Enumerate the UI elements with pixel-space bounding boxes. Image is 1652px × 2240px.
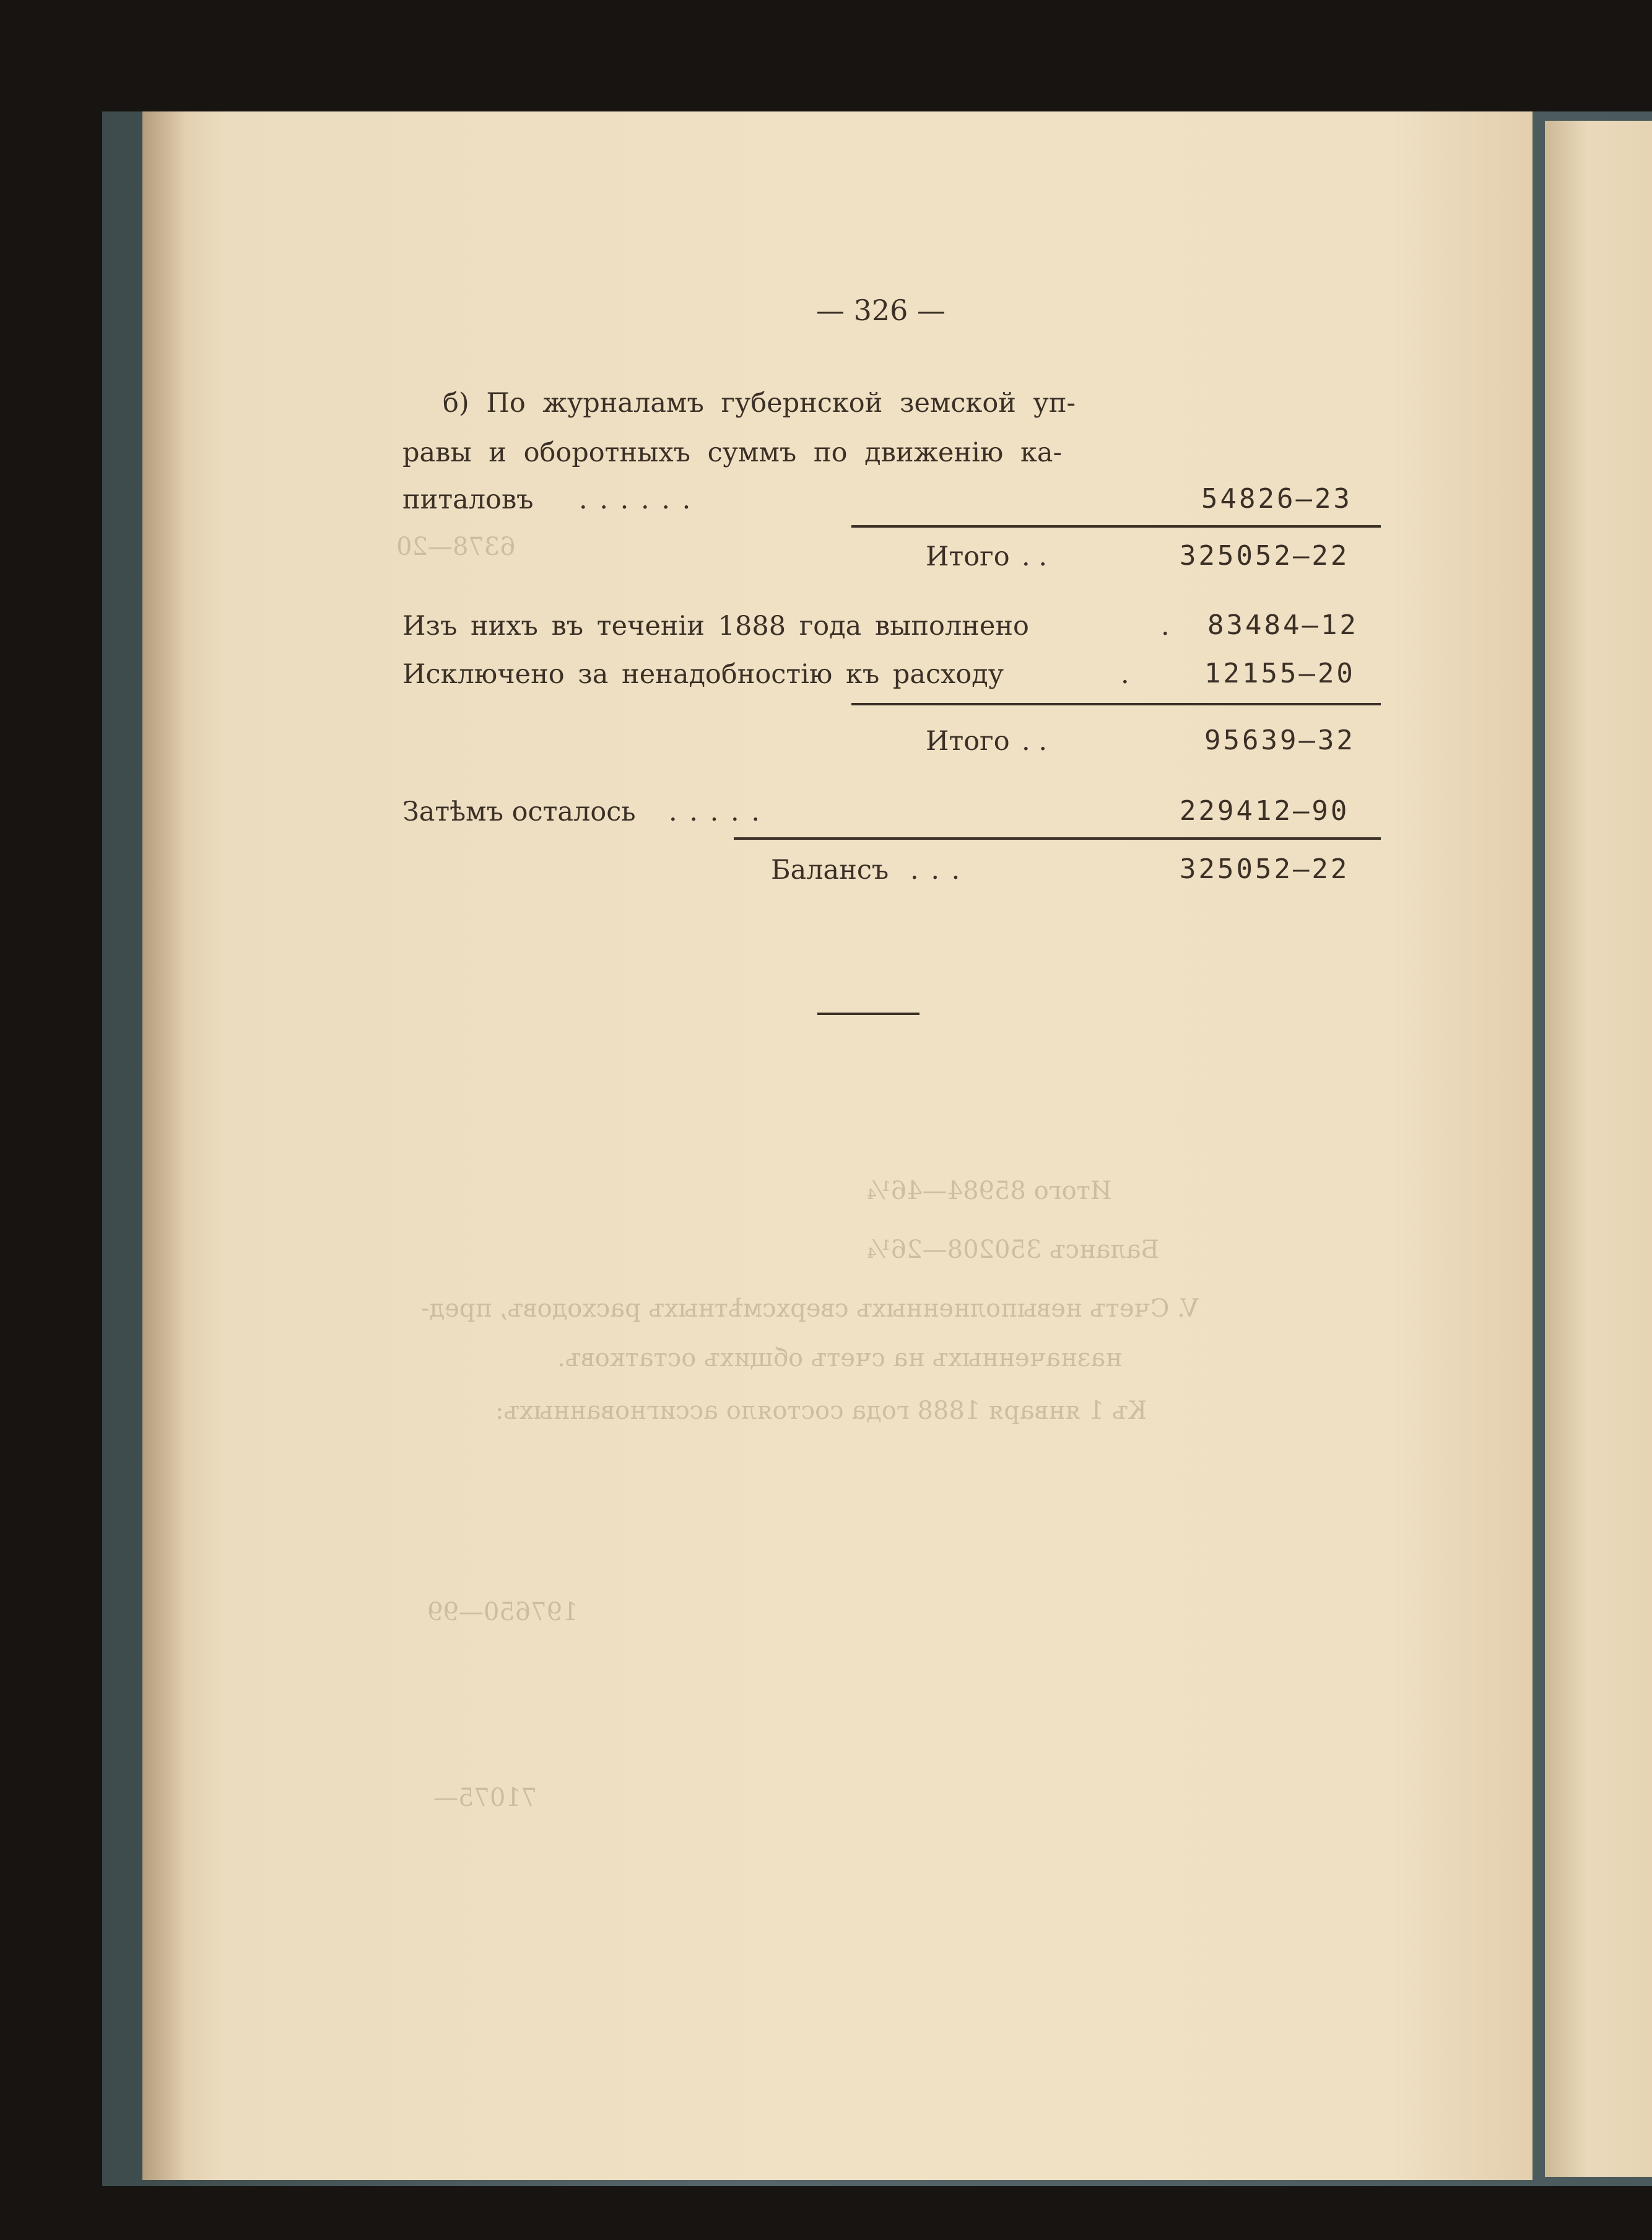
entry-label: питаловъ bbox=[402, 484, 534, 515]
amount: 12155—20 bbox=[1204, 658, 1355, 689]
leader-dots: . . bbox=[1022, 726, 1048, 757]
leader-dots: . . . . . . bbox=[579, 484, 691, 515]
book-page bbox=[142, 111, 1532, 2180]
amount: 54826—23 bbox=[1201, 483, 1352, 515]
sum-rule bbox=[851, 703, 1381, 705]
leader-dots: . bbox=[1161, 611, 1170, 642]
bleed-through-text: Итого 85984—46¼ bbox=[867, 1177, 1112, 1205]
entry-label: Исключено за ненадобностію къ расходу bbox=[402, 659, 1004, 690]
entry-label: Затѣмъ осталось bbox=[402, 796, 636, 827]
total-label: Итого bbox=[926, 726, 1010, 757]
bleed-through-text: 6378—20 bbox=[396, 533, 516, 561]
sum-rule bbox=[851, 525, 1381, 528]
amount: 229412—90 bbox=[1180, 795, 1350, 827]
amount: 325052—22 bbox=[1180, 853, 1350, 885]
bleed-through-text: 71075— bbox=[433, 1784, 537, 1812]
next-page-edge bbox=[1545, 121, 1652, 2177]
section-end-rule bbox=[817, 1013, 919, 1015]
leader-dots: . bbox=[1121, 659, 1129, 690]
page-number: — 326 — bbox=[816, 294, 946, 327]
sum-rule bbox=[734, 837, 1381, 840]
amount: 95639—32 bbox=[1204, 725, 1355, 756]
gutter-shadow bbox=[142, 111, 186, 2180]
entry-label: Изъ нихъ въ теченіи 1888 года выполнено bbox=[402, 611, 1029, 642]
bleed-through-text: Къ 1 января 1888 года состояло ассигнованныхъ: bbox=[495, 1397, 1147, 1425]
entry-text-line: равы и оборотныхъ суммъ по движенію ка- bbox=[402, 437, 1063, 468]
leader-dots: . . . bbox=[910, 855, 960, 886]
bleed-through-text: V. Счетъ невыполненныхъ сверхсмѣтныхъ расходовъ, пред- bbox=[421, 1294, 1199, 1323]
amount: 83484—12 bbox=[1207, 609, 1359, 641]
leader-dots: . . bbox=[1022, 541, 1048, 572]
balance-label: Балансъ bbox=[771, 855, 889, 886]
bleed-through-text: Балансъ 350208—26¼ bbox=[867, 1235, 1160, 1264]
amount: 325052—22 bbox=[1180, 540, 1350, 572]
leader-dots: . . . . . bbox=[669, 796, 760, 827]
bleed-through-text: 197650—99 bbox=[427, 1598, 578, 1626]
entry-text-line: б) По журналамъ губернской земской уп- bbox=[443, 388, 1076, 419]
bleed-through-text: назначенныхъ на счетъ общихъ остатковъ. bbox=[557, 1344, 1122, 1372]
total-label: Итого bbox=[926, 541, 1010, 572]
